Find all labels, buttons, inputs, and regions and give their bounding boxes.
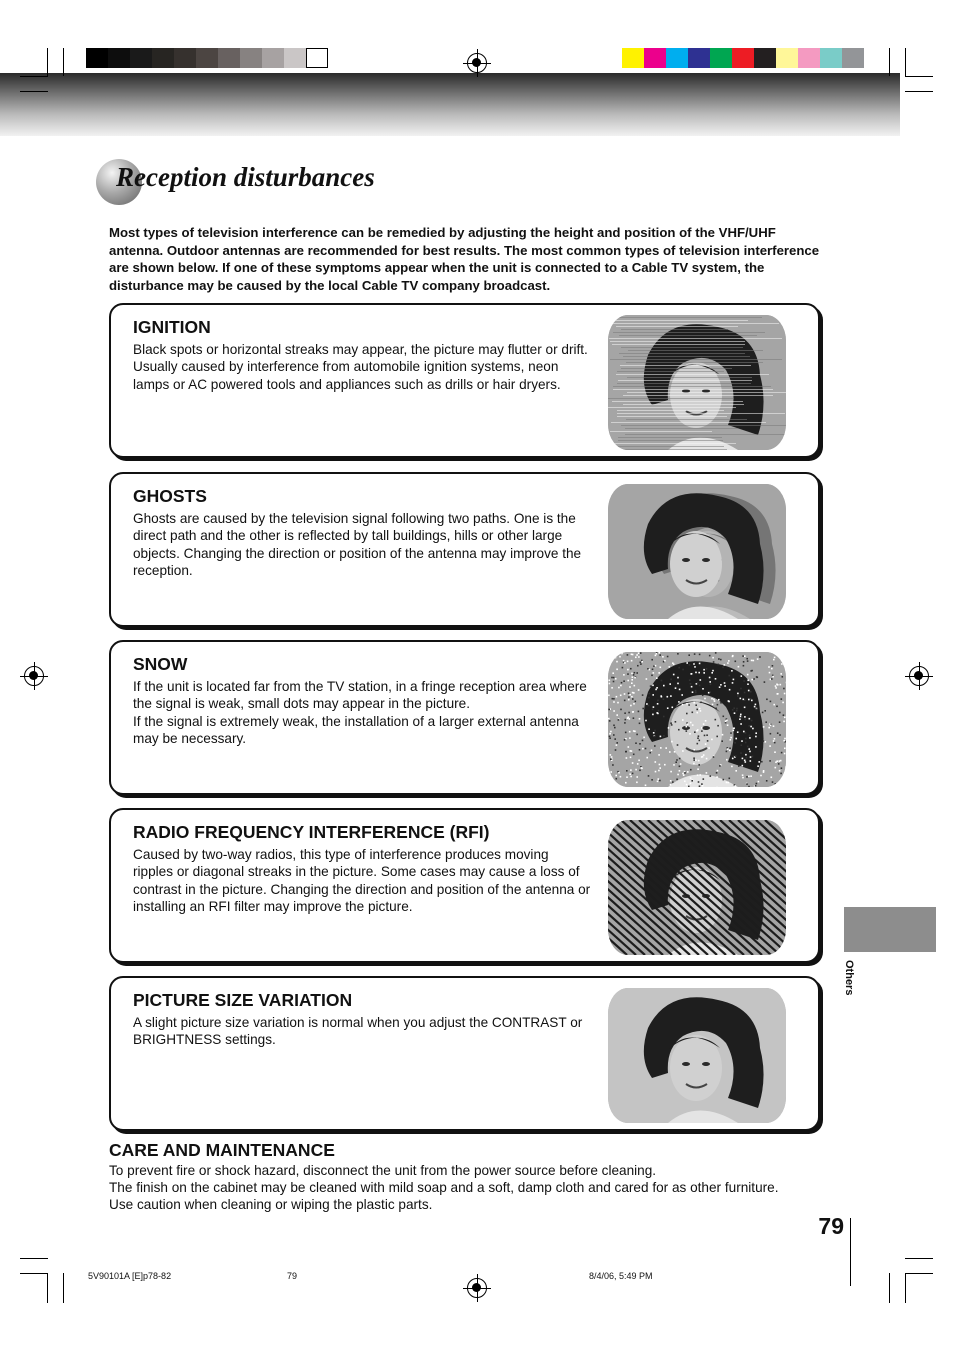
color-swatch — [174, 48, 196, 68]
crop-mark — [20, 76, 48, 77]
care-body: To prevent fire or shock hazard, disconnect the unit from the power source before cleaning. The finish on the cabinet may be cleaned with mild soap and a soft, damp cloth and cared for as other furniture. Use caution when cleaning or wiping the plastic parts. — [109, 1163, 779, 1213]
color-swatch — [306, 48, 328, 68]
section-body: If the unit is located far from the TV station, in a fringe reception area where the signal is weak, small dots may appear in the picture. If the signal is extremely weak, the installation of a larger external antenna may be necessary. — [133, 679, 587, 747]
tv-screen-image — [608, 484, 786, 619]
section-title: GHOSTS — [133, 486, 207, 506]
crop-mark — [905, 1258, 933, 1259]
color-swatch — [240, 48, 262, 68]
registration-mark-icon — [467, 53, 487, 73]
color-swatch — [710, 48, 732, 68]
crop-mark — [905, 1273, 933, 1274]
crop-mark — [905, 48, 906, 76]
color-swatch — [108, 48, 130, 68]
registration-mark-icon — [24, 666, 44, 686]
header-band — [0, 73, 900, 136]
section-card-rfi — [109, 808, 820, 963]
intro-paragraph: Most types of television interference can be remedied by adjusting the height and position of the VHF/UHF antenna. Outdoor antennas are recommended for best results. The most common types of television interference are shown below. If one of these symptoms appear when the unit is connected to a Cable TV system, the disturbance may be caused by the local Cable TV company broadcast. — [109, 225, 820, 293]
color-swatch — [798, 48, 820, 68]
grayscale-swatch-row — [86, 48, 328, 68]
care-title: CARE AND MAINTENANCE — [109, 1140, 335, 1160]
section-body: Caused by two-way radios, this type of interference produces moving ripples or diagonal streaks in the picture. Some cases may cause a loss of contrast in the picture. Changing the direction and position of the antenna or installing an RFI filter may improve the picture. — [133, 847, 591, 915]
section-card-picture-size — [109, 976, 820, 1131]
color-swatch — [130, 48, 152, 68]
crop-mark — [889, 48, 890, 76]
registration-mark-icon — [909, 666, 929, 686]
page-title: Reception disturbances — [116, 162, 375, 192]
section-title: SNOW — [133, 654, 188, 674]
section-card-snow — [109, 640, 820, 795]
color-swatch — [262, 48, 284, 68]
color-swatch — [284, 48, 306, 68]
color-swatch — [820, 48, 842, 68]
color-swatch — [86, 48, 108, 68]
section-tab — [844, 907, 936, 952]
crop-mark — [63, 48, 64, 76]
crop-mark — [905, 76, 933, 77]
crop-mark — [63, 1273, 64, 1303]
footer-page: 79 — [287, 1271, 298, 1281]
color-swatch-row — [622, 48, 864, 68]
color-swatch — [644, 48, 666, 68]
crop-mark — [889, 1273, 890, 1303]
section-title: RADIO FREQUENCY INTERFERENCE (RFI) — [133, 822, 490, 842]
color-swatch — [842, 48, 864, 68]
registration-mark-icon — [467, 1278, 487, 1298]
color-swatch — [622, 48, 644, 68]
section-tab-label: Others — [843, 960, 855, 996]
section-body: Black spots or horizontal streaks may appear, the picture may flutter or drift. Usually caused by interference from automobile ignition systems, neon lamps or AC powered tools and appliances such as drills or hair dryers. — [133, 342, 588, 392]
tv-screen-image — [608, 315, 786, 450]
color-swatch — [196, 48, 218, 68]
section-card-ignition — [109, 303, 820, 458]
crop-mark — [905, 1273, 906, 1303]
color-swatch — [776, 48, 798, 68]
color-swatch — [666, 48, 688, 68]
section-title: IGNITION — [133, 317, 211, 337]
color-swatch — [688, 48, 710, 68]
color-swatch — [218, 48, 240, 68]
page-number: 79 — [818, 1213, 844, 1239]
footer-filename: 5V90101A [E]p78-82 — [88, 1271, 172, 1281]
section-body: A slight picture size variation is normal when you adjust the CONTRAST or BRIGHTNESS settings. — [133, 1015, 583, 1048]
footer-datetime: 8/4/06, 5:49 PM — [589, 1271, 653, 1281]
color-swatch — [152, 48, 174, 68]
crop-mark — [47, 48, 48, 76]
color-swatch — [754, 48, 776, 68]
crop-mark — [20, 91, 48, 92]
color-swatch — [732, 48, 754, 68]
page-number-rule — [850, 1218, 851, 1286]
tv-screen-image — [608, 988, 786, 1123]
crop-mark — [20, 1258, 48, 1259]
section-title: PICTURE SIZE VARIATION — [133, 990, 353, 1010]
crop-mark — [905, 91, 933, 92]
section-card-ghosts — [109, 472, 820, 627]
tv-screen-image — [608, 652, 786, 787]
section-body: Ghosts are caused by the television signal following two paths. One is the direct path and the other is reflected by tall buildings, hills or other large objects. Changing the direction or position of the antenna may improve the reception. — [133, 511, 582, 579]
crop-mark — [47, 1273, 48, 1303]
crop-mark — [20, 1273, 48, 1274]
tv-screen-image — [608, 820, 786, 955]
